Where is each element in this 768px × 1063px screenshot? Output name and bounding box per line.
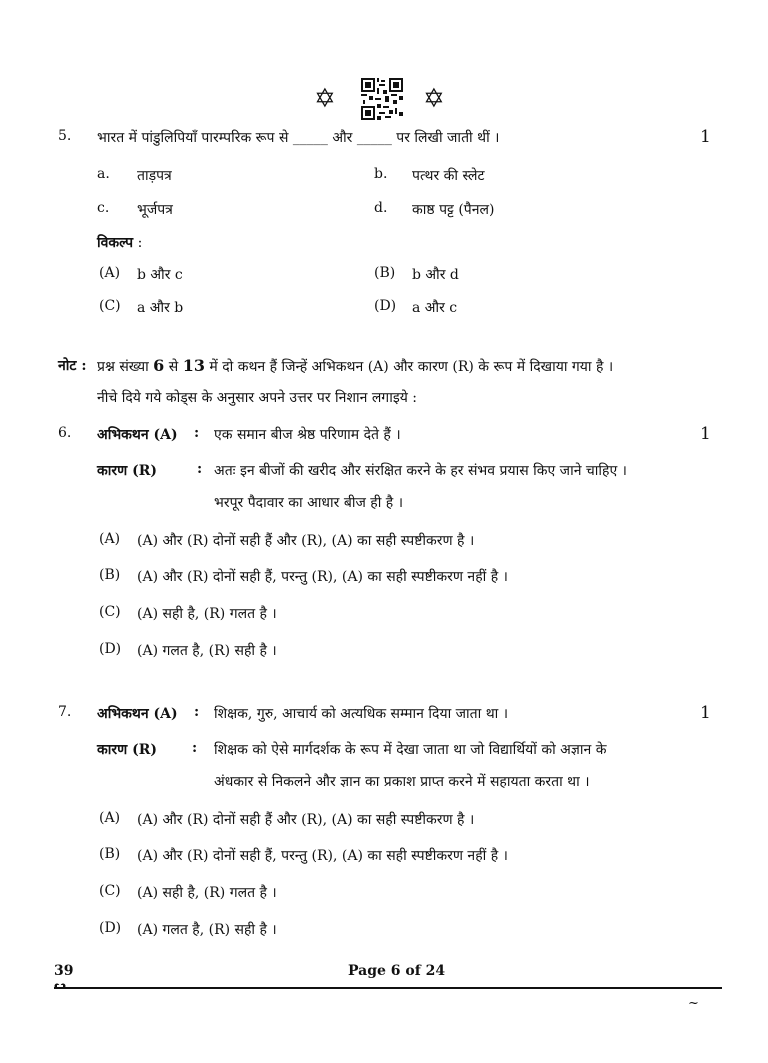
- q7-assertion-label: अभिकथन (A): [97, 706, 178, 722]
- q6-marks: 1: [700, 424, 711, 444]
- q7-number: 7.: [58, 704, 72, 720]
- star-of-david-icon-left: ✡: [314, 84, 336, 114]
- q6-assertion-label: अभिकथन (A): [97, 427, 178, 443]
- footer-rule: [54, 987, 722, 989]
- q7-option-d-label: (D): [99, 920, 122, 936]
- q7-reason-label: कारण (R): [97, 742, 157, 758]
- q5-item-a-label: a.: [97, 166, 110, 182]
- q6-option-a-label: (A): [99, 531, 121, 547]
- note-line-1: [97, 356, 613, 376]
- note-line-2: नीचे दिये गये कोड्स के अनुसार अपने उत्तर पर निशान लगाइये :: [97, 390, 417, 406]
- footer-tilde: ~: [688, 996, 699, 1011]
- q5-option-d-text: a और c: [412, 300, 458, 316]
- q6-option-d-text: (A) गलत है, (R) सही है ।: [137, 643, 277, 659]
- q7-option-b-label: (B): [99, 846, 121, 862]
- star-of-david-icon-right: ✡: [423, 84, 445, 114]
- q5-choices-heading: [97, 233, 142, 252]
- q6-reason-line-1: अतः इन बीजों की खरीद और संरक्षित करने के हर संभव प्रयास किए जाने चाहिए ।: [214, 463, 627, 479]
- q6-option-c-label: (C): [99, 604, 121, 620]
- q5-option-d-label: (D): [374, 298, 397, 314]
- q5-item-b-text: पत्थर की स्लेट: [412, 168, 485, 184]
- q5-option-b-label: (B): [374, 265, 396, 281]
- q6-option-c-text: (A) सही है, (R) गलत है ।: [137, 606, 277, 622]
- q6-option-a-text: (A) और (R) दोनों सही हैं और (R), (A) का सही स्पष्टीकरण है ।: [137, 533, 475, 549]
- q5-item-d-text: काष्ठ पट्ट (पैनल): [412, 202, 495, 218]
- note-label: नोट :: [58, 358, 87, 374]
- q6-option-b-label: (B): [99, 567, 121, 583]
- q7-option-c-label: (C): [99, 883, 121, 899]
- note-from-number: 6: [153, 356, 165, 375]
- q5-option-c-label: (C): [99, 298, 121, 314]
- q5-number: 5.: [58, 128, 72, 144]
- q5-choices-heading-text: विकल्प: [97, 235, 134, 251]
- q7-option-b-text: (A) और (R) दोनों सही हैं, परन्तु (R), (A) का सही स्पष्टीकरण नहीं है ।: [137, 848, 508, 864]
- q5-item-c-label: c.: [97, 200, 110, 216]
- note-to-number: 13: [182, 356, 205, 375]
- q6-reason-label: कारण (R): [97, 463, 157, 479]
- q7-reason-colon: :: [192, 740, 198, 756]
- q5-option-b-text: b और d: [412, 267, 459, 283]
- q7-assertion-text: शिक्षक, गुरु, आचार्य को अत्यधिक सम्मान दिया जाता था ।: [214, 706, 509, 722]
- q5-item-c-text: भूर्जपत्र: [137, 202, 173, 218]
- q7-option-a-text: (A) और (R) दोनों सही हैं और (R), (A) का सही स्पष्टीकरण है ।: [137, 812, 475, 828]
- q5-item-d-label: d.: [374, 200, 388, 216]
- q5-item-b-label: b.: [374, 166, 388, 182]
- q7-marks: 1: [700, 703, 711, 723]
- footer-page-number: Page 6 of 24: [348, 963, 446, 979]
- footer-paper-code: 39: [54, 963, 74, 979]
- q6-assertion-colon: :: [194, 425, 200, 441]
- q7-option-a-label: (A): [99, 810, 121, 826]
- q6-assertion-text: एक समान बीज श्रेष्ठ परिणाम देते हैं ।: [214, 427, 401, 443]
- note-line-1-mid: से: [168, 359, 179, 375]
- note-line-1-post: में दो कथन हैं जिन्हें अभिकथन (A) और कारण (R) के रूप में दिखाया गया है ।: [209, 359, 614, 375]
- q5-marks: 1: [700, 127, 711, 147]
- q5-item-a-text: ताड़पत्र: [137, 168, 172, 184]
- q6-option-d-label: (D): [99, 641, 122, 657]
- q6-reason-colon: :: [197, 461, 203, 477]
- q5-option-c-text: a और b: [137, 300, 184, 316]
- q6-option-b-text: (A) और (R) दोनों सही हैं, परन्तु (R), (A) का सही स्पष्टीकरण नहीं है ।: [137, 569, 508, 585]
- q7-assertion-colon: :: [194, 704, 200, 720]
- q7-option-c-text: (A) सही है, (R) गलत है ।: [137, 885, 277, 901]
- q6-number: 6.: [58, 425, 72, 441]
- q5-text: भारत में पांडुलिपियाँ पारम्परिक रूप से _____ और _____ पर लिखी जाती थीं ।: [97, 130, 500, 146]
- q6-reason-line-2: भरपूर पैदावार का आधार बीज ही है ।: [214, 495, 404, 511]
- note-line-1-pre: प्रश्न संख्या: [97, 359, 149, 375]
- q5-option-a-text: b और c: [137, 267, 183, 283]
- q7-option-d-text: (A) गलत है, (R) सही है ।: [137, 922, 277, 938]
- q5-option-a-label: (A): [99, 265, 121, 281]
- q7-reason-line-1: शिक्षक को ऐसे मार्गदर्शक के रूप में देखा जाता था जो विद्यार्थियों को अज्ञान के: [214, 742, 607, 758]
- q5-choices-colon: :: [137, 235, 143, 251]
- q7-reason-line-2: अंधकार से निकलने और ज्ञान का प्रकाश प्राप्त करने में सहायता करता था ।: [214, 774, 590, 790]
- qr-code-icon: [361, 78, 403, 120]
